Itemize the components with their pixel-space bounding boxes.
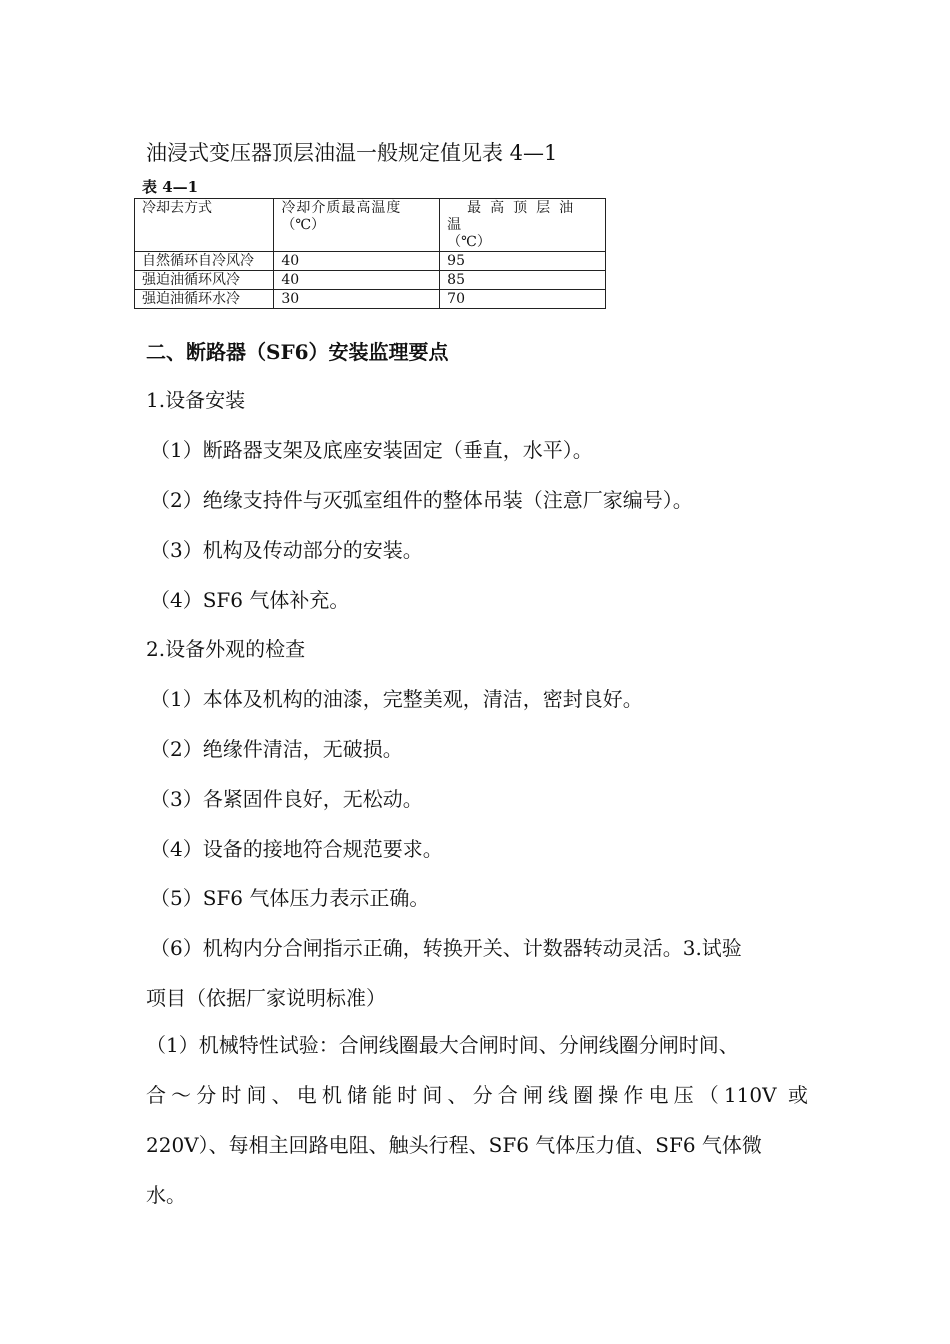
intro-text: 油浸式变压器顶层油温一般规定值见表 4—1 [146, 141, 558, 165]
subsection-title: 1.设备安装 [146, 388, 246, 412]
table-header-row [135, 199, 606, 252]
paragraph-line: （1）机械特性试验：合闸线圈最大合闸时间、分闸线圈分闸时间、 [146, 1033, 739, 1057]
section-title: 二、断路器（SF6）安装监理要点 [146, 340, 449, 364]
list-item: （1）本体及机构的油漆，完整美观，清洁，密封良好。 [150, 687, 643, 711]
table-row [135, 290, 606, 309]
paragraph-line: 220V）、每相主回路电阻、触头行程、SF6 气体压力值、SF6 气体微 [146, 1133, 762, 1157]
table-cell: 自然循环自冷风冷 [135, 252, 274, 271]
list-item: （1）断路器支架及底座安装固定（垂直，水平）。 [150, 438, 593, 462]
paragraph-line: 合～分时间、电机储能时间、分合闸线圈操作电压（110V 或 [146, 1083, 808, 1107]
table-cell: 70 [440, 290, 606, 309]
table-header-cell: 冷却去方式 [135, 199, 274, 252]
table-header-cell: 最高顶层油温 （℃） [440, 199, 606, 252]
table-cell: 95 [440, 252, 606, 271]
test-items-paragraph [146, 1020, 808, 1220]
subsection-title: 2.设备外观的检查 [146, 637, 306, 661]
table-cell: 强迫油循环水冷 [135, 290, 274, 309]
oil-temperature-table [134, 198, 606, 309]
table-header-cell: 冷却介质最高温度 （℃） [274, 199, 440, 252]
list-item: （3）机构及传动部分的安装。 [150, 538, 423, 562]
table-cell: 40 [274, 271, 440, 290]
list-item: （4）设备的接地符合规范要求。 [150, 837, 443, 861]
paragraph-line: 水。 [146, 1183, 186, 1207]
list-item: （2）绝缘件清洁，无破损。 [150, 737, 403, 761]
table-row [135, 271, 606, 290]
table-cell: 40 [274, 252, 440, 271]
table-cell: 30 [274, 290, 440, 309]
list-item-continuation: 项目（依据厂家说明标准） [146, 986, 386, 1010]
table-row [135, 252, 606, 271]
list-item: （5）SF6 气体压力表示正确。 [150, 886, 430, 910]
list-item: （6）机构内分合闸指示正确，转换开关、计数器转动灵活。3.试验 [150, 936, 742, 960]
list-item: （2）绝缘支持件与灭弧室组件的整体吊装（注意厂家编号）。 [150, 488, 693, 512]
table-caption: 表 4—1 [142, 178, 199, 196]
list-item: （3）各紧固件良好，无松动。 [150, 787, 423, 811]
list-item: （4）SF6 气体补充。 [150, 588, 350, 612]
table-cell: 85 [440, 271, 606, 290]
table-cell: 强迫油循环风冷 [135, 271, 274, 290]
